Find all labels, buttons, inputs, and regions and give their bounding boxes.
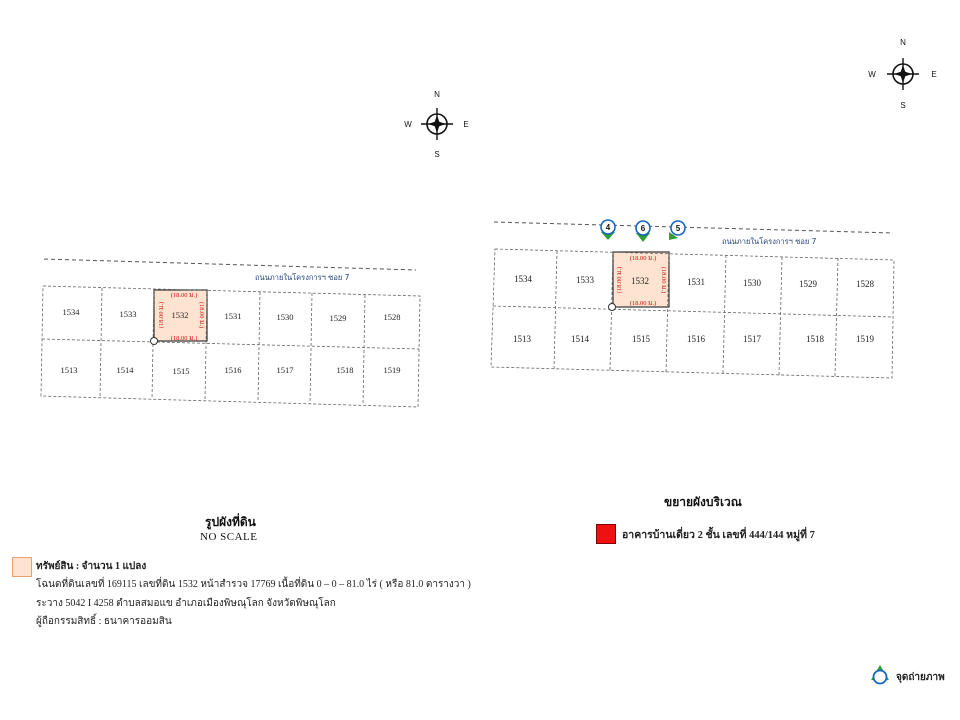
right-lot-1532: 1532: [631, 276, 649, 286]
property-deed-line: โฉนดที่ดินเลขที่ 169115 เลขที่ดิน 1532 หน้าสำรวจ 17769 เนื้อที่ดิน 0 – 0 – 81.0 ไร่ ( หรือ 81.0 ตารางวา ): [36, 579, 471, 590]
right-lot-1517: 1517: [743, 334, 761, 344]
left-site-plan: [41, 259, 420, 407]
photo-point-5-label: 5: [675, 224, 681, 233]
property-legend-swatch: [12, 557, 32, 577]
left-lot-1529: 1529: [329, 313, 347, 323]
left-lot-1518: 1518: [336, 365, 354, 375]
property-title: ทรัพย์สิน : จำนวน 1 แปลง: [36, 561, 147, 572]
right-lot-1528: 1528: [856, 279, 874, 289]
left-lot-1516: 1516: [224, 365, 242, 375]
compass-left-e: E: [463, 120, 469, 129]
right-lot-1513: 1513: [513, 334, 531, 344]
left-lot-1517: 1517: [276, 365, 294, 375]
property-location-line: ระวาง 5042 I 4258 ตำบลสมอแข อำเภอเมืองพิษณุโลก จังหวัดพิษณุโลก: [36, 598, 336, 609]
left-lot-1534: 1534: [62, 307, 80, 317]
left-road-line: [44, 259, 416, 270]
photo-point-5: [669, 221, 685, 240]
left-lot-1514: 1514: [116, 365, 134, 375]
right-lot-grid: [491, 249, 894, 378]
right-lot-1519: 1519: [856, 334, 874, 344]
compass-right-n: N: [900, 38, 906, 47]
photo-point-6: [636, 221, 650, 242]
right-lot-1531: 1531: [687, 277, 705, 287]
left-lot-grid: [41, 286, 420, 407]
compass-left-w: W: [404, 120, 412, 129]
compass-left-n: N: [434, 90, 440, 99]
right-lot-1516: 1516: [687, 334, 705, 344]
left-road-label: ถนนภายในโครงการฯ ซอย 7: [255, 273, 350, 282]
compass-left-rose-icon: [421, 108, 453, 140]
right-lot-1530: 1530: [743, 278, 761, 288]
compass-right-e: E: [931, 70, 937, 79]
right-lot-1534: 1534: [514, 274, 532, 284]
left-lot-1533: 1533: [119, 309, 137, 319]
compass-left: [404, 90, 468, 159]
left-lot-1515: 1515: [172, 366, 190, 376]
left-dim-left: (18.00 ม.): [158, 301, 165, 329]
right-lot-1515: 1515: [632, 334, 650, 344]
photo-point-legend-icon: [871, 665, 889, 684]
photo-point-legend-text: จุดถ่ายภาพ: [896, 672, 945, 683]
compass-right-w: W: [868, 70, 876, 79]
right-road-line: [494, 222, 893, 233]
left-lot-1532: 1532: [171, 310, 189, 320]
right-dim-left: (18.00 ม.): [616, 266, 623, 294]
compass-right-s: S: [900, 101, 906, 110]
compass-right: [868, 38, 936, 110]
photo-point-6-label: 6: [640, 224, 646, 233]
right-lot-1518: 1518: [806, 334, 824, 344]
left-dim-right: (18.00 ม.): [198, 301, 205, 329]
left-lot-1530: 1530: [276, 312, 294, 322]
building-legend-swatch: [596, 524, 616, 544]
scale-note: NO SCALE: [200, 531, 258, 543]
left-lot-1519: 1519: [383, 365, 401, 375]
right-lot-1533: 1533: [576, 275, 594, 285]
left-lot-1513: 1513: [60, 365, 78, 375]
right-site-plan: [491, 220, 894, 378]
right-lot-1529: 1529: [799, 279, 817, 289]
right-dim-top: (18.00 ม.): [629, 255, 657, 262]
left-plan-title: รูปผังที่ดิน: [205, 515, 256, 529]
right-plan-title: ขยายผังบริเวณ: [664, 495, 742, 509]
right-dim-right: (18.00 ม.): [660, 266, 667, 294]
right-dim-bottom: (18.00 ม.): [629, 300, 657, 307]
right-lot-1514: 1514: [571, 334, 589, 344]
left-corner-point: [151, 338, 158, 345]
left-lot-1531: 1531: [224, 311, 242, 321]
photo-point-4-label: 4: [605, 223, 611, 232]
right-corner-point: [609, 304, 616, 311]
left-dim-bottom: (18.00 ม.): [170, 335, 198, 342]
compass-left-s: S: [434, 150, 440, 159]
compass-right-rose-icon: [887, 58, 919, 90]
left-lot-1528: 1528: [383, 312, 401, 322]
building-legend-text: อาคารบ้านเดี่ยว 2 ชั้น เลขที่ 444/144 หมู่ที่ 7: [622, 530, 815, 541]
photo-point-4: [601, 220, 615, 240]
right-road-label: ถนนภายในโครงการฯ ซอย 7: [722, 237, 817, 246]
left-dim-top: (18.00 ม.): [170, 292, 198, 299]
property-owner-line: ผู้ถือกรรมสิทธิ์ : ธนาคารออมสิน: [36, 616, 172, 627]
